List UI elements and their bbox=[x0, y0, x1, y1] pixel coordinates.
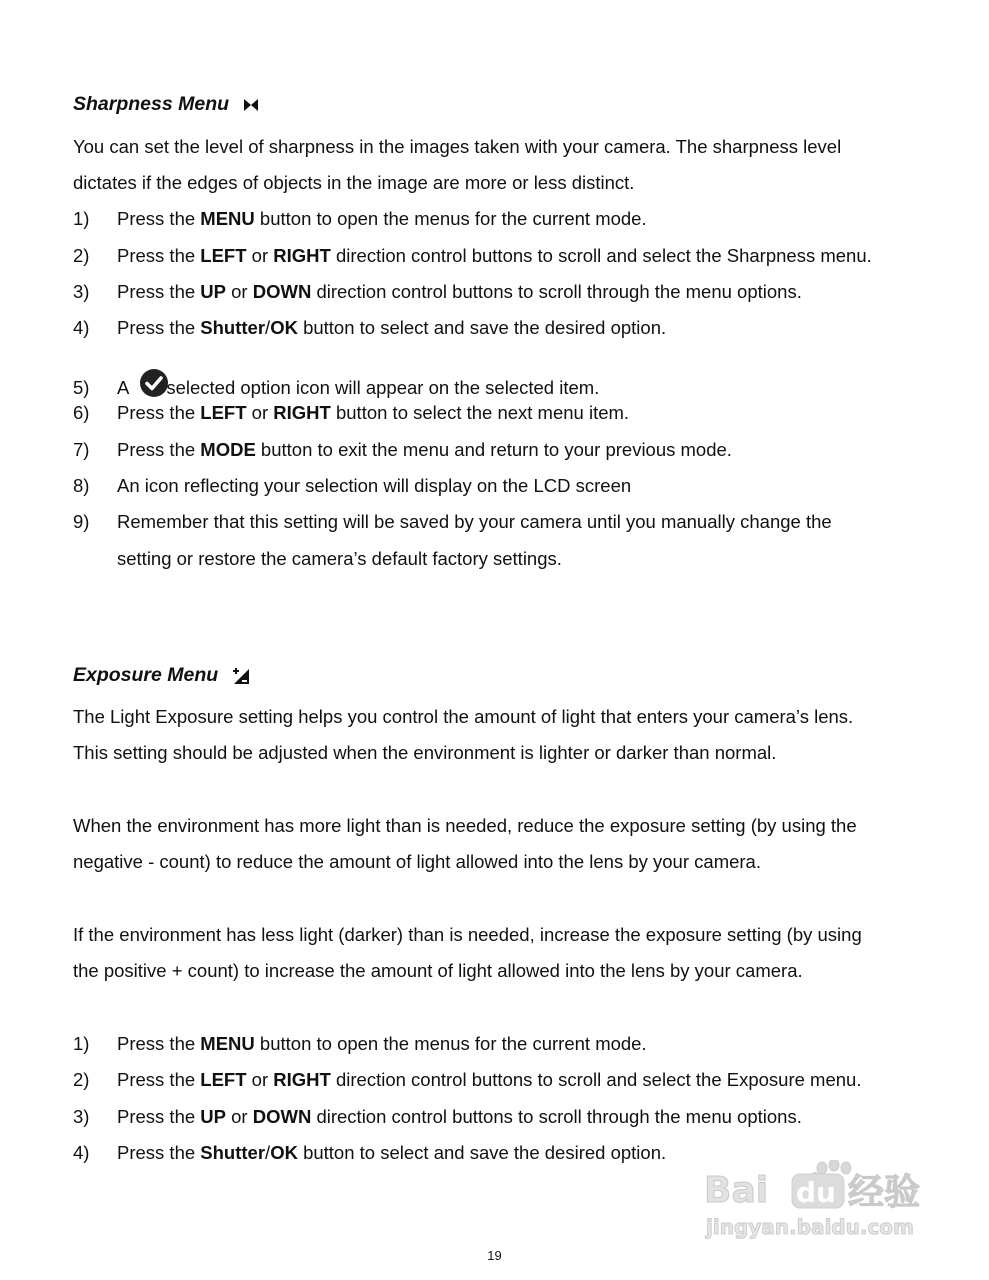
step-text: button to open the menus for the current mode. bbox=[254, 208, 647, 229]
list-number: 4) bbox=[73, 317, 90, 338]
step-text: button to select the next menu item. bbox=[330, 402, 630, 423]
step-text: Press the bbox=[117, 1033, 201, 1054]
step-text: Press the bbox=[117, 1106, 201, 1127]
step-key: RIGHT bbox=[273, 1069, 331, 1090]
list-item bbox=[73, 245, 872, 267]
exposure-heading-text: Exposure Menu bbox=[73, 664, 219, 686]
list-number: 3) bbox=[73, 1106, 90, 1127]
step-text: A bbox=[117, 377, 130, 398]
sharpness-heading bbox=[73, 93, 259, 116]
step-text: / bbox=[265, 1142, 271, 1163]
list-number: 6) bbox=[73, 402, 90, 423]
sharpness-heading-text: Sharpness Menu bbox=[73, 93, 230, 115]
list-number: 2) bbox=[73, 1069, 90, 1090]
step-key: OK bbox=[270, 317, 298, 338]
list-item bbox=[73, 208, 647, 230]
svg-text:jingyan.baidu.com: jingyan.baidu.com bbox=[706, 1215, 914, 1239]
step-text: Press the bbox=[117, 281, 201, 302]
step-text: Press the bbox=[117, 439, 201, 460]
exposure-p2-line-1: When the environment has more light than is needed, reduce the exposure setting (by using the bbox=[73, 815, 857, 836]
list-number: 4) bbox=[73, 1142, 90, 1163]
step-text: or bbox=[226, 1106, 253, 1127]
step-text: Press the bbox=[117, 208, 201, 229]
svg-text:du: du bbox=[796, 1176, 836, 1209]
sharpness-intro-line-1: You can set the level of sharpness in the images taken with your camera. The sharpness level bbox=[73, 136, 842, 157]
list-item bbox=[73, 1033, 647, 1055]
list-number: 8) bbox=[73, 475, 90, 496]
exposure-icon bbox=[232, 667, 250, 685]
list-item-continuation: setting or restore the camera’s default factory settings. bbox=[117, 548, 562, 569]
step-text: direction control buttons to scroll and select the Exposure menu. bbox=[330, 1069, 862, 1090]
list-item bbox=[73, 402, 629, 424]
list-number: 9) bbox=[73, 511, 90, 532]
step-key: OK bbox=[270, 1142, 298, 1163]
list-item bbox=[73, 281, 802, 303]
step-text: Remember that this setting will be saved by your camera until you manually change the bbox=[117, 511, 832, 532]
step-key: DOWN bbox=[252, 281, 312, 302]
step-key: RIGHT bbox=[273, 245, 331, 266]
step-text: Press the bbox=[117, 317, 201, 338]
list-number: 2) bbox=[73, 245, 90, 266]
step-text: / bbox=[265, 317, 271, 338]
step-key: UP bbox=[200, 281, 226, 302]
step-key: MENU bbox=[200, 208, 255, 229]
step-key: LEFT bbox=[200, 1069, 247, 1090]
step-text: direction control buttons to scroll through the menu options. bbox=[311, 1106, 802, 1127]
list-number: 5) bbox=[73, 377, 90, 398]
step-text: button to open the menus for the current mode. bbox=[254, 1033, 647, 1054]
step-key: LEFT bbox=[200, 402, 247, 423]
step-text: button to exit the menu and return to your previous mode. bbox=[255, 439, 732, 460]
list-number: 7) bbox=[73, 439, 90, 460]
exposure-heading bbox=[73, 664, 250, 687]
step-key: LEFT bbox=[200, 245, 247, 266]
baidu-watermark bbox=[700, 1160, 940, 1240]
list-item bbox=[73, 475, 631, 497]
step-key: MODE bbox=[200, 439, 256, 460]
list-item bbox=[73, 1142, 666, 1164]
list-item bbox=[73, 439, 732, 461]
step-key: MENU bbox=[200, 1033, 255, 1054]
list-item bbox=[73, 1106, 802, 1128]
step-text: or bbox=[246, 1069, 274, 1090]
list-item bbox=[73, 511, 832, 533]
step-text: An icon reflecting your selection will display on the LCD screen bbox=[117, 475, 632, 496]
sharpness-icon bbox=[243, 98, 259, 112]
exposure-p3-line-2: the positive + count) to increase the amount of light allowed into the lens by your camera. bbox=[73, 960, 803, 981]
list-item bbox=[73, 1069, 861, 1091]
svg-text:Bai: Bai bbox=[704, 1170, 769, 1211]
step-text: Press the bbox=[117, 402, 201, 423]
page-number: 19 bbox=[487, 1248, 502, 1263]
exposure-p3-line-1: If the environment has less light (darker) than is needed, increase the exposure setting (by using bbox=[73, 924, 862, 945]
step-text: direction control buttons to scroll and select the Sharpness menu. bbox=[330, 245, 872, 266]
step-key: DOWN bbox=[252, 1106, 312, 1127]
exposure-p1-line-2: This setting should be adjusted when the environment is lighter or darker than normal. bbox=[73, 742, 777, 763]
list-item bbox=[73, 368, 599, 399]
exposure-p1-line-1: The Light Exposure setting helps you control the amount of light that enters your camera’s lens. bbox=[73, 706, 854, 727]
list-number: 1) bbox=[73, 1033, 90, 1054]
step-key: Shutter bbox=[200, 1142, 266, 1163]
step-text: direction control buttons to scroll through the menu options. bbox=[311, 281, 802, 302]
step-key: RIGHT bbox=[273, 402, 331, 423]
step-text: or bbox=[226, 281, 253, 302]
step-text: button to select and save the desired option. bbox=[297, 317, 667, 338]
list-number: 1) bbox=[73, 208, 90, 229]
list-item bbox=[73, 317, 666, 339]
step-text: button to select and save the desired option. bbox=[297, 1142, 667, 1163]
step-text: Press the bbox=[117, 1142, 201, 1163]
step-text: or bbox=[246, 245, 274, 266]
step-key: Shutter bbox=[200, 317, 266, 338]
step-key: UP bbox=[200, 1106, 226, 1127]
sharpness-intro-line-2: dictates if the edges of objects in the image are more or less distinct. bbox=[73, 172, 635, 193]
list-number: 3) bbox=[73, 281, 90, 302]
svg-text:经验: 经验 bbox=[848, 1172, 921, 1213]
step-text: Press the bbox=[117, 1069, 201, 1090]
check-circle-icon bbox=[139, 368, 169, 398]
step-text: or bbox=[246, 402, 274, 423]
exposure-p2-line-2: negative - count) to reduce the amount of light allowed into the lens by your camera. bbox=[73, 851, 761, 872]
step-text: selected option icon will appear on the selected item. bbox=[166, 377, 600, 398]
step-text: Press the bbox=[117, 245, 201, 266]
